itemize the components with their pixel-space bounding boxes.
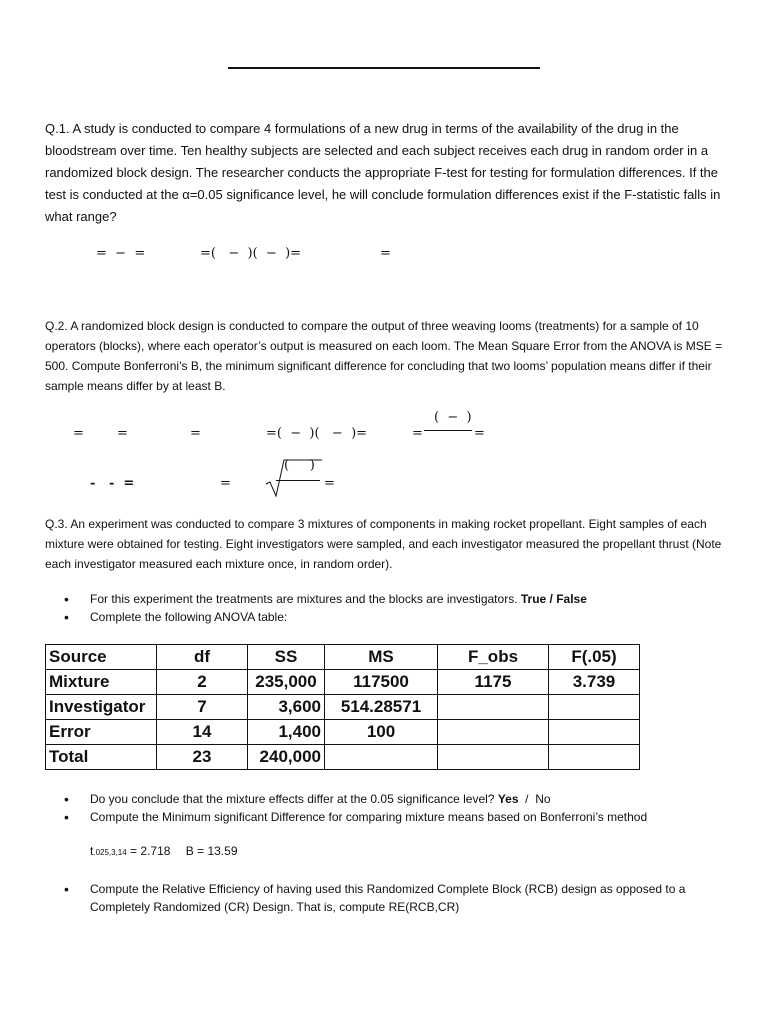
table-cell: 240,000	[248, 745, 325, 770]
table-row	[46, 745, 640, 770]
q2-equation-e-numerator: ( − )	[434, 410, 472, 425]
table-cell: 7	[157, 695, 248, 720]
header-f-crit: F(.05)	[549, 645, 640, 670]
table-cell: 3.739	[549, 670, 640, 695]
table-cell: 514.28571	[325, 695, 438, 720]
bullet-complete-table: • Complete the following ANOVA table:	[64, 608, 587, 626]
t-value: = 2.718	[126, 844, 171, 858]
conclusion-question: Do you conclude that the mixture effects differ at the 0.05 significance level?	[90, 792, 495, 806]
header-f-obs: F_obs	[438, 645, 549, 670]
table-cell	[438, 745, 549, 770]
q1-text: Q.1. A study is conducted to compare 4 formulations of a new drug in terms of the availability of the drug in the bloodstream over time. Ten healthy subjects are selected and each subject receives each drug in random order in a randomized block design. The researcher conducts the appropriate F-test for testing for formulation differences. If the test is conducted at the α=0.05 significance level, he will conclude formulation differences exist if the F-statistic falls in what range?	[45, 121, 721, 224]
bullet-msd: • Compute the Minimum significant Difference for comparing mixture means based on Bonferroni’s method	[64, 808, 647, 826]
bullet-treatments-text: For this experiment the treatments are mixtures and the blocks are investigators.	[90, 592, 518, 606]
anova-table	[45, 644, 640, 770]
t-value-line	[90, 844, 238, 858]
q2-equation-g: =	[220, 476, 231, 491]
table-cell	[438, 720, 549, 745]
table-cell	[325, 745, 438, 770]
header-df: df	[157, 645, 248, 670]
table-cell: 14	[157, 720, 248, 745]
table-cell: Error	[46, 720, 157, 745]
table-cell	[438, 695, 549, 720]
title-underline	[228, 67, 540, 69]
q2-equation-e-left: =	[412, 426, 423, 441]
table-cell	[549, 695, 640, 720]
q2-equation-h-inner: ( )	[284, 458, 315, 473]
q3-bullets-bottom	[64, 880, 724, 916]
table-cell: Total	[46, 745, 157, 770]
table-cell: 235,000	[248, 670, 325, 695]
q3-bullets-middle	[64, 790, 647, 826]
header-source: Source	[46, 645, 157, 670]
answer-separator: /	[518, 792, 536, 806]
q2-equation-d: =( − )( − )=	[266, 426, 368, 441]
q2-equation-f: - - =	[90, 476, 135, 491]
table-cell: 2	[157, 670, 248, 695]
answer-no: No	[535, 792, 551, 806]
table-cell	[549, 720, 640, 745]
b-value: B = 13.59	[185, 844, 238, 858]
table-cell: 117500	[325, 670, 438, 695]
true-false-answer: True / False	[520, 592, 587, 606]
bullet-treatments	[64, 590, 587, 608]
q2-text: Q.2. A randomized block design is conducted to compare the output of three weaving looms (treatments) for a sample of 10 operators (blocks), where each operator’s output is measured on each loom. The Mean Square Error from the ANOVA is MSE = 500. Compute Bonferroni’s B, the minimum significant difference for concluding that two looms’ population means differ if their sample means differ by at least B.	[45, 319, 723, 393]
table-cell: Mixture	[46, 670, 157, 695]
bullet-conclusion	[64, 790, 647, 808]
table-cell: 1175	[438, 670, 549, 695]
table-cell: 3,600	[248, 695, 325, 720]
q2-root-fraction-bar	[276, 480, 320, 481]
table-cell: 23	[157, 745, 248, 770]
q2-equation-h-right: =	[324, 476, 335, 491]
t-subscript: .025,3,14	[93, 848, 127, 857]
table-cell: 100	[325, 720, 438, 745]
q2-equation-b: =	[117, 426, 128, 441]
table-cell	[549, 745, 640, 770]
header-ss: SS	[248, 645, 325, 670]
q1-equation-result: =	[380, 246, 391, 261]
q1-equation-product: =( − )( − )=	[200, 246, 302, 261]
answer-yes: Yes	[497, 792, 519, 806]
q3-text: Q.3. An experiment was conducted to compare 3 mixtures of components in making rocket propellant. Eight samples of each mixture were obtained for testing. Eight investigators were sampled, and each investigator measured the propellant thrust (Note each investigator measured each mixture once, in random order).	[45, 517, 722, 571]
table-row	[46, 695, 640, 720]
q2-fraction-bar	[424, 430, 472, 431]
table-cell: 1,400	[248, 720, 325, 745]
q2-equation-a: =	[73, 426, 84, 441]
q3-bullets-top	[64, 590, 587, 626]
table-cell: Investigator	[46, 695, 157, 720]
table-row	[46, 720, 640, 745]
t-symbol: t	[90, 844, 94, 858]
table-header-row	[46, 645, 640, 670]
header-ms: MS	[325, 645, 438, 670]
q2-equation-e-right: =	[474, 426, 485, 441]
table-row	[46, 670, 640, 695]
bullet-relative-efficiency: • Compute the Relative Efficiency of having used this Randomized Complete Block (RCB) design as opposed to a Completely Randomized (CR) Design. That is, compute RE(RCB,CR)	[64, 880, 724, 916]
q1-equation-df: = − =	[96, 246, 146, 261]
q2-equation-c: =	[190, 426, 201, 441]
